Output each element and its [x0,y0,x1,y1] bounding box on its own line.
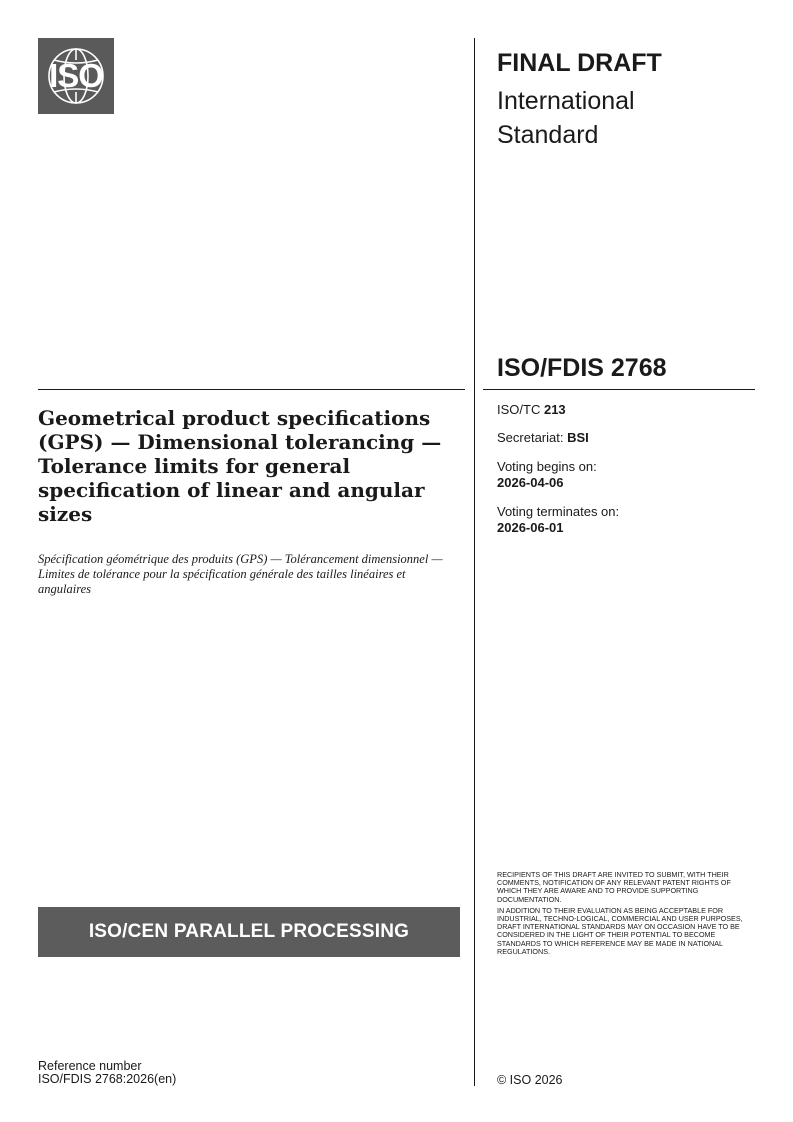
secretariat-label: Secretariat: [497,430,564,445]
voting-begins [497,459,597,491]
title-english: Geometrical product specifications (GPS) — Dimensional tolerancing — Tolerance limits for general specification of linear and angular sizes [38,406,442,526]
voting-terminates [497,504,619,536]
reference-value: ISO/FDIS 2768:2026(en) [38,1072,177,1086]
document-type-line-2: Standard [497,121,599,149]
right-rule [483,389,755,390]
voting-begins-date: 2026-04-06 [497,475,564,490]
document-type-line-1: International [497,87,635,115]
draft-notice [497,871,752,959]
document-stage: FINAL DRAFT [497,49,662,77]
voting-terminates-date: 2026-06-01 [497,520,564,535]
logo-text: ISO [49,57,103,94]
committee-label: ISO/TC [497,402,541,417]
notice-paragraph-2: IN ADDITION TO THEIR EVALUATION AS BEING ACCEPTABLE FOR INDUSTRIAL, TECHNO-LOGICAL, COMMERCIAL AND USER PURPOSES, DRAFT INTERNATIONAL STANDARDS MAY ON OCCASION HAVE TO BE CONSIDERED IN THE LIGHT OF THEIR POTENTIAL TO BECOME STANDARDS TO WHICH REFERENCE MAY BE MADE IN NATIONAL REGULATIONS. [497,905,743,956]
reference-number [38,1060,176,1086]
reference-label: Reference number [38,1059,142,1073]
secretariat [497,430,589,446]
title-french: Spécification géométrique des produits (GPS) — Tolérancement dimensionnel — Limites de tolérance pour la spécification générale des tailles linéaires et angulaires [38,552,443,596]
voting-begins-label: Voting begins on: [497,459,597,474]
secretariat-value: BSI [567,430,589,445]
iso-logo [38,38,114,114]
document-type [497,84,757,152]
notice-paragraph-1: RECIPIENTS OF THIS DRAFT ARE INVITED TO SUBMIT, WITH THEIR COMMENTS, NOTIFICATION OF ANY RELEVANT PATENT RIGHTS OF WHICH THEY ARE AWARE AND TO PROVIDE SUPPORTING DOCUMENTATION. [497,870,731,904]
document-number: ISO/FDIS 2768 [497,354,667,382]
left-rule [38,389,465,390]
parallel-processing-banner: ISO/CEN PARALLEL PROCESSING [38,907,460,957]
vertical-divider [474,38,475,1086]
committee [497,402,566,418]
committee-value: 213 [543,402,566,417]
copyright: © ISO 2026 [497,1073,563,1087]
voting-terminates-label: Voting terminates on: [497,504,620,519]
